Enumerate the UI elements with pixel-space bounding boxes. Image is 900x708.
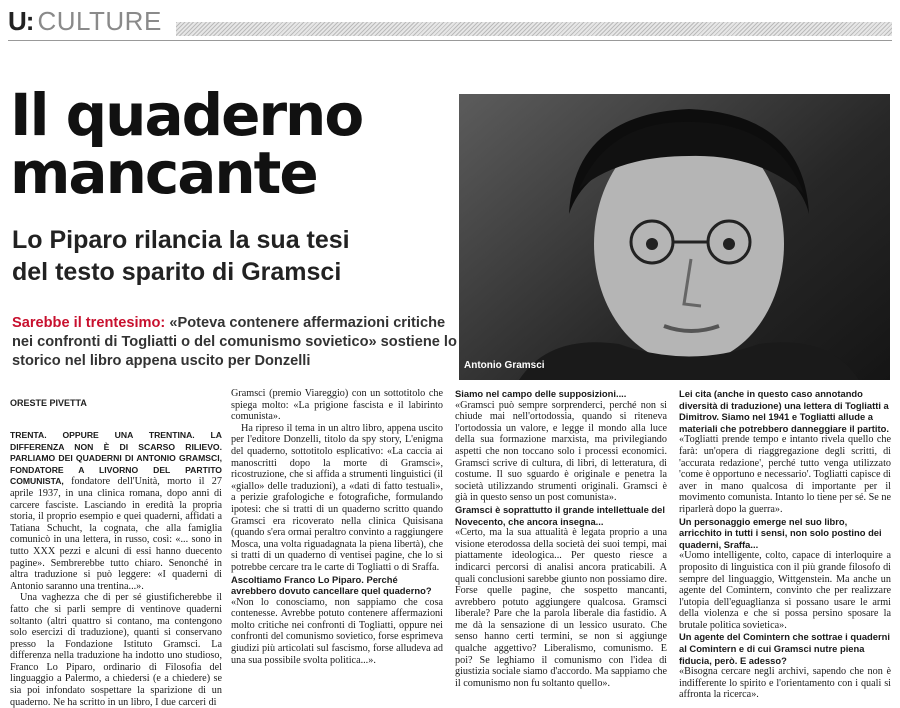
subheadline: Lo Piparo rilancia la sua tesi del testo sparito di Gramsci — [12, 226, 350, 286]
portrait-drawing — [459, 94, 890, 380]
byline: ORESTE PIVETTA — [10, 398, 87, 408]
answer: «Uomo intelligente, colto, capace di interloquire a proposito di linguistica con il più grande filosofo di sempre del linguaggio, Wittgenstein. Ma anche un agente del Comintern, convinto che per realizzare l'utopia dell'eguaglianza si possano usare le armi della violenza e che si possa persino sposare la brutale politica sovietica». — [679, 550, 891, 631]
answer: «Bisogna cercare negli archivi, sapendo che non è indifferente lo spirito e l'orientamento con i quali si affronta la ricerca». — [679, 666, 891, 701]
section-bar — [176, 22, 892, 36]
paragraph: Gramsci (premio Viareggio) con un sottotitolo che spiega molto: «La prigione fascista e il labirinto comunista». — [231, 388, 443, 423]
answer: «Gramsci può sempre sorprenderci, perché non si chiude mai nell'ortodossia, quando si riteneva l'ortodossia un valore, e legge il mondo alla luce della sua formazione marxista, ma privilegiando aspetti che non toccano solo i processi economici. Gramsci scrive di cultura, di libri, di letteratura, di costume. Il suo sguardo è originale e penetra la società utilizzando strumenti originali. Gramsci è già in questo senso un post comunista». — [455, 399, 667, 504]
question: Un agente del Comintern che sottrae i quaderni al Comintern e di cui Gramsci nutre piena fiducia, però. E adesso? — [679, 631, 890, 666]
question: Ascoltiamo Franco Lo Piparo. Perché avrebbero dovuto cancellare quel quaderno? — [231, 573, 432, 597]
question: Gramsci è soprattutto il grande intellettuale del Novecento, che ancora insegna... — [455, 503, 665, 527]
paragraph — [10, 430, 222, 592]
section-logo: U: — [8, 5, 34, 36]
question: Lei cita (anche in questo caso annotando diversità di traduzione) una lettera di Togliatti a Dimitrov. Siamo nel 1941 e Togliatti allude a materiali che potrebbero danneggiare il partito. — [679, 388, 889, 434]
question: Un personaggio emerge nel suo libro, arricchito in tutti i sensi, non solo postino dei quaderni, Sraffa... — [679, 515, 882, 550]
deck-rest: sostiene lo storico nel libro appena uscito per Donzelli — [12, 334, 457, 369]
answer: «Togliatti prende tempo e intanto rivela quello che farà: un'opera di riaggregazione degli scritti, di 'accurata redazione', perché tutto venga utilizzato 'come è opportuno e necessario'. Togliatti capisce di aver in mano qualcosa di importante per il movimento comunista. Intanto lo tiene per sé. Se ne riparlerà dopo la guerra». — [679, 434, 891, 515]
answer: «Certo, ma la sua attualità è legata proprio a una visione eterodossa della società dei suoi tempi, mai piattamente ideologica... Per questo riesce a indicarci percorsi di analisi ancora praticabili. A quali conclusioni sarebbe giunto non possiamo dire. Forse quelle pagine, che sospetto mancanti, avrebbero potuto aggiungere qualcosa. Gramsci liberale? Pare che la parola liberale dia fastidio. A me dà la sensazione di un lessico usurato. Che senso hanno certi termini, se non si aggiunge qualche aggettivo? Liberalismo, comunismo. E poi? Se leghiamo il comunismo con l'idea di giustizia sociale siamo d'accordo. Ma sappiamo che il comunismo non fu soltanto quello». — [455, 527, 667, 689]
answer: «Non lo conosciamo, non sappiamo che cosa contenesse. Avrebbe potuto contenere affermazioni molto critiche nei confronti di Togliatti, oppure nei confronti del comunismo sovietico, forse esprimeva giudizi più articolati sul fascismo, forse alludeva ad una sua possibile svolta politica...». — [231, 596, 443, 666]
deck-quote: «Poteva contenere affermazioni critiche nei confronti di Togliatti o del comunismo sovietico» — [12, 315, 446, 350]
paragraph-text: fondatore dell'Unità, morto il 27 aprile 1937, in una clinica romana, dopo anni di carcere fasciste. Lasciando in eredità la propria storia, il proprio esempio e quei quaderni, affidati a Tatiana Schucht, la cognata, che alla famiglia comunicò in una lettera, in russo, così: «... sono in tutto XXX pezzi e alcuni di essi hanno duecento pagine». Sembrerebbe tutto chiaro. Senonché in altra traduzione si può leggere: «I quaderni di Antonio saranno una trentina...». — [10, 476, 222, 592]
column-2 — [231, 388, 443, 666]
column-4 — [679, 388, 891, 701]
divider — [8, 40, 892, 41]
paragraph: Una vaghezza che di per sé giustificherebbe il fatto che si parli sempre di ventinove quaderni soltanto (altri quattro si contano, ma contengono solo esercizi di traduzione), quanti si conservano presso la Fondazione Istituto Gramsci. La differenza nella traduzione ha indotto uno studioso, Franco Lo Piparo, ordinario di Filosofia del linguaggio a Palermo, a chiedersi (e a chiedere) se sia poi infondato sospettare la sparizione di un quaderno. Ne ha scritto in un libro, I due carceri di — [10, 592, 222, 708]
deck-lead: Sarebbe il trentesimo: — [12, 315, 166, 331]
headline: Il quaderno mancante — [10, 81, 363, 207]
gramsci-portrait — [459, 94, 890, 380]
paragraph: Ha ripreso il tema in un altro libro, appena uscito per l'editore Donzelli, titolo da spy story, L'enigma del quaderno, sottotitolo esplicativo: «La caccia ai manoscritti dopo la morte di Gramsci», ricostruzione, che si affida a strumenti linguistici (il «giallo» delle traduzioni), a «dati di fatto testuali», a perizie grafologiche e fotografiche, formulando ipotesi: che si tratti di un quaderno scritto quando Gramsci era ricoverato nella clinica Quisisana (quando s'era ormai peraltro convinto a raggiungere Mosca, una volta riguadagnata la piena libertà), che si tratti di un quaderno di ventisei pagine, che lo si potrebbe cercare tra le carte di Togliatti o di Sraffa. — [231, 422, 443, 573]
deck — [12, 314, 457, 371]
lead-in: TRENTA. OPPURE UNA TRENTINA. LA DIFFERENZA NON È DI SCARSO RILIEVO. PARLIAMO DEI QUADERNI DI ANTONIO GRAMSCI, FONDATORE A LIVORNO DEL PARTITO COMUNISTA, — [10, 430, 222, 487]
section-label — [8, 6, 162, 36]
section-name: CULTURE — [37, 5, 162, 36]
photo-caption: Antonio Gramsci — [464, 360, 545, 371]
column-1 — [10, 430, 222, 708]
question: Siamo nel campo delle supposizioni.... — [455, 388, 627, 399]
column-3 — [455, 388, 667, 689]
